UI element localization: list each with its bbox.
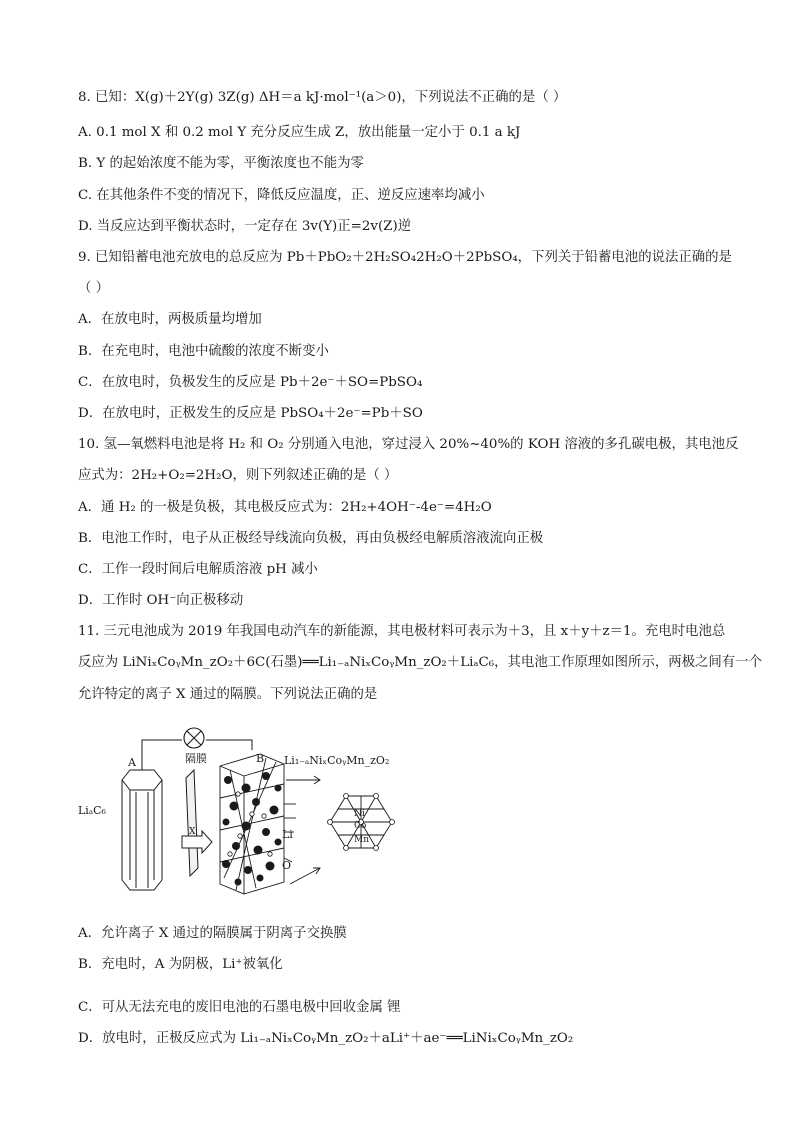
q11-stem-line3: 允许特定的离子 X 通过的隔膜。下列说法正确的是 bbox=[78, 687, 378, 702]
q9-option-a: A．在放电时，两极质量均增加 bbox=[78, 312, 262, 327]
q9-option-b: B．在充电时，电池中硫酸的浓度不断变小 bbox=[78, 344, 329, 359]
q9-stem-line2: （ ） bbox=[78, 281, 110, 296]
q10-option-d: D．工作时 OH⁻向正极移动 bbox=[78, 593, 244, 608]
q9-stem-line1: 9. 已知铅蓄电池充放电的总反应为 Pb＋PbO₂＋2H₂SO₄2H₂O＋2PbSO₄，下列关于铅蓄电池的说法正确的是 bbox=[78, 250, 732, 265]
q10-stem-line1: 10. 氢—氧燃料电池是将 H₂ 和 O₂ 分别通入电池，穿过浸入 20%~40%的 KOH 溶液的多孔碳电极，其电池反 bbox=[78, 437, 739, 452]
battery-diagram-svg bbox=[70, 718, 410, 902]
q9-option-d: D．在放电时，正极发生的反应是 PbSO₄＋2e⁻=Pb＋SO bbox=[78, 406, 423, 421]
q8-option-d: D. 当反应达到平衡状态时，一定存在 3v(Y)正=2v(Z)逆 bbox=[78, 219, 412, 234]
q10-option-b: B．电池工作时，电子从正极经导线流向负极，再由负极经电解质溶液流向正极 bbox=[78, 531, 544, 546]
q8-stem: 8. 已知：X(g)＋2Y(g) 3Z(g) ΔH＝a kJ·mol⁻¹(a＞0)，下列说法不正确的是（ ） bbox=[78, 90, 567, 105]
label-graphite-formula: LiₐC₆ bbox=[78, 804, 106, 817]
label-co: Co bbox=[354, 821, 367, 831]
label-x: X bbox=[189, 827, 196, 837]
label-mn: Mn bbox=[354, 835, 370, 845]
membrane bbox=[186, 770, 198, 876]
q11-option-d: D．放电时，正极反应式为 Li₁₋ₐNiₓCoᵧMn_zO₂＋aLi⁺＋ae⁻══LiNiₓCoᵧMn_zO₂ bbox=[78, 1031, 574, 1046]
q8-option-b: B. Y 的起始浓度不能为零，平衡浓度也不能为零 bbox=[78, 156, 364, 171]
q8-option-a: A. 0.1 mol X 和 0.2 mol Y 充分反应生成 Z，放出能量一定小于 0.1 a kJ bbox=[78, 125, 521, 140]
label-a: A bbox=[128, 756, 136, 769]
label-ni: Ni bbox=[354, 809, 365, 819]
q10-stem-line2: 应式为：2H₂+O₂=2H₂O，则下列叙述正确的是（ ） bbox=[78, 468, 398, 483]
label-b: B bbox=[256, 752, 265, 765]
lamp-icon bbox=[184, 728, 204, 748]
q11-option-a: A．允许离子 X 通过的隔膜属于阴离子交换膜 bbox=[78, 926, 347, 941]
q11-option-c: C．可从无法充电的废旧电池的石墨电极中回收金属 锂 bbox=[78, 1000, 401, 1015]
q10-option-c: C．工作一段时间后电解质溶液 pH 减小 bbox=[78, 562, 318, 577]
q10-option-a: A．通 H₂ 的一极是负极，其电极反应式为：2H₂+4OH⁻-4e⁻=4H₂O bbox=[78, 500, 492, 515]
label-o: O bbox=[282, 859, 292, 872]
graphite-electrode bbox=[122, 770, 162, 890]
label-li: Li bbox=[282, 828, 293, 841]
cathode-lattice bbox=[220, 754, 284, 894]
q11-stem-line2: 反应为 LiNiₓCoᵧMn_zO₂＋6C(石墨)══Li₁₋ₐNiₓCoᵧMn_zO₂＋LiₐC₆，其电池工作原理如图所示，两极之间有一个 bbox=[78, 655, 762, 670]
q11-option-b: B．充电时，A 为阴极，Li⁺被氧化 bbox=[78, 957, 283, 972]
q11-stem-line1: 11. 三元电池成为 2019 年我国电动汽车的新能源，其电极材料可表示为＋3，且 x＋y＋z＝1。充电时电池总 bbox=[78, 624, 726, 639]
q8-option-c: C. 在其他条件不变的情况下，降低反应温度，正、逆反应速率均减小 bbox=[78, 188, 485, 203]
label-cathode-formula: Li₁₋ₐNiₓCoᵧMn_zO₂ bbox=[284, 754, 390, 767]
label-membrane: 隔膜 bbox=[185, 752, 207, 765]
battery-diagram bbox=[70, 718, 410, 902]
q9-option-c: C．在放电时，负极发生的反应是 Pb＋2e⁻＋SO=PbSO₄ bbox=[78, 375, 423, 390]
